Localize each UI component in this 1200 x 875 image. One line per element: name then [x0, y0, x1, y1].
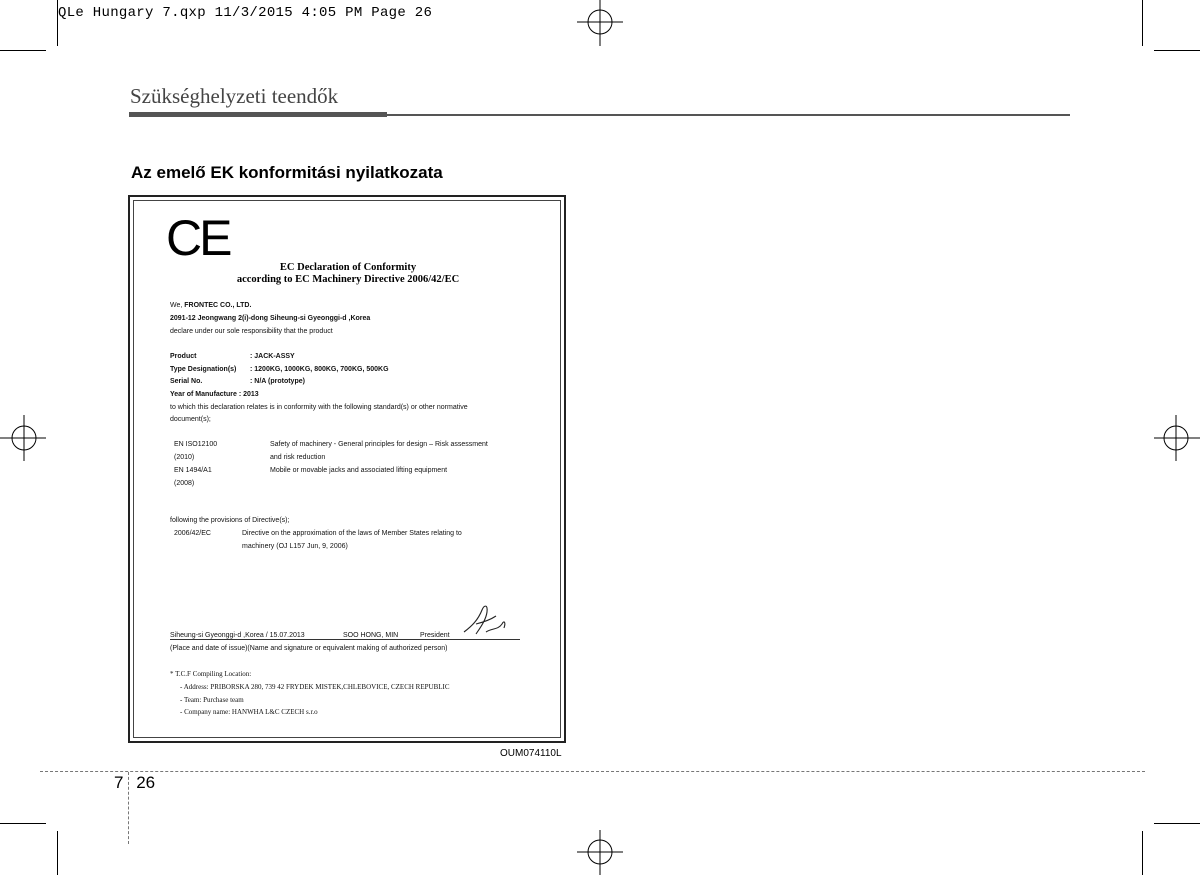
crop-mark: [0, 50, 46, 51]
tcf-company: - Company name: HANWHA L&C CZECH s.r.o: [180, 708, 318, 716]
serial-value: : N/A (prototype): [250, 378, 305, 385]
standard-code: EN 1494/A1: [174, 467, 212, 474]
signature-icon: [460, 602, 510, 638]
standard-year: (2010): [174, 454, 195, 461]
standard-desc: Mobile or movable jacks and associated lifting equipment: [270, 467, 448, 474]
registration-mark-icon: [1152, 413, 1200, 463]
declaration-title-line: EC Declaration of Conformity: [279, 262, 417, 273]
company-name: FRONTEC CO., LTD.: [184, 302, 252, 309]
type-label: Type Designation(s): [170, 366, 237, 373]
footer-rule: [40, 771, 1145, 772]
serial-label: Serial No.: [170, 378, 203, 385]
print-slug: QLe Hungary 7.qxp 11/3/2015 4:05 PM Page 26: [58, 5, 433, 21]
header-rule: [129, 112, 387, 117]
standard-year: (2008): [174, 480, 195, 487]
page-number: [114, 773, 155, 793]
provisions-line: following the provisions of Directive(s);: [170, 517, 290, 524]
product-label: Product: [170, 353, 197, 360]
declare-line: declare under our sole responsibility that the product: [170, 328, 333, 335]
registration-mark-icon: [0, 413, 48, 463]
page-number-value: 26: [136, 773, 156, 792]
signature-caption: (Place and date of issue)(Name and signature or equivalent making of authorized person): [170, 645, 448, 652]
standard-desc: Safety of machinery - General principles for design – Risk assessment: [270, 441, 488, 448]
tcf-title: * T.C.F Compiling Location:: [170, 670, 252, 678]
registration-mark-icon: [575, 828, 625, 875]
declaration-title-line: according to EC Machinery Directive 2006/42/EC: [236, 274, 460, 285]
ce-mark-icon: CE: [166, 210, 230, 266]
header-rule: [387, 114, 1070, 116]
directive-desc: Directive on the approximation of the laws of Member States relating to: [242, 530, 462, 537]
chapter-number: 7: [114, 773, 124, 792]
year-line: Year of Manufacture : 2013: [170, 391, 259, 398]
directive-code: 2006/42/EC: [174, 530, 211, 537]
company-address: 2091-12 Jeongwang 2(i)-dong Siheung-si Gyeonggi-d ,Korea: [170, 315, 371, 322]
we-prefix: We,: [170, 302, 185, 309]
image-reference-code: OUM074110L: [500, 748, 562, 759]
standard-desc: and risk reduction: [270, 454, 326, 461]
signature-title: President: [420, 632, 450, 639]
registration-mark-icon: [575, 0, 625, 48]
manufacturer-line: [170, 301, 251, 310]
crop-mark: [0, 823, 46, 824]
signature-place: Siheung-si Gyeonggi-d ,Korea / 15.07.2013: [170, 632, 305, 639]
crop-mark: [1154, 50, 1200, 51]
page-heading: Az emelő EK konformitási nyilatkozata: [131, 163, 443, 182]
directive-desc: machinery (OJ L157 Jun, 9, 2006): [242, 543, 348, 550]
crop-mark: [1154, 823, 1200, 824]
product-value: : JACK-ASSY: [250, 353, 295, 360]
declaration-title: [170, 262, 526, 286]
tcf-team: - Team: Purchase team: [180, 696, 244, 704]
tcf-address: - Address: PRIBORSKA 280, 739 42 FRYDEK MISTEK,CHLEBOVICE, CZECH REPUBLIC: [180, 683, 450, 691]
section-title: Szükséghelyzeti teendők: [130, 84, 339, 108]
conformity-line: document(s);: [170, 416, 211, 423]
type-value: : 1200KG, 1000KG, 800KG, 700KG, 500KG: [250, 366, 389, 373]
conformity-line: to which this declaration relates is in conformity with the following standard(s) or other normative: [170, 404, 468, 411]
standard-code: EN ISO12100: [174, 441, 218, 448]
signature-name: SOO HONG, MIN: [343, 632, 399, 639]
crop-mark: [1142, 831, 1143, 875]
crop-mark: [1142, 0, 1143, 46]
crop-mark: [57, 831, 58, 875]
